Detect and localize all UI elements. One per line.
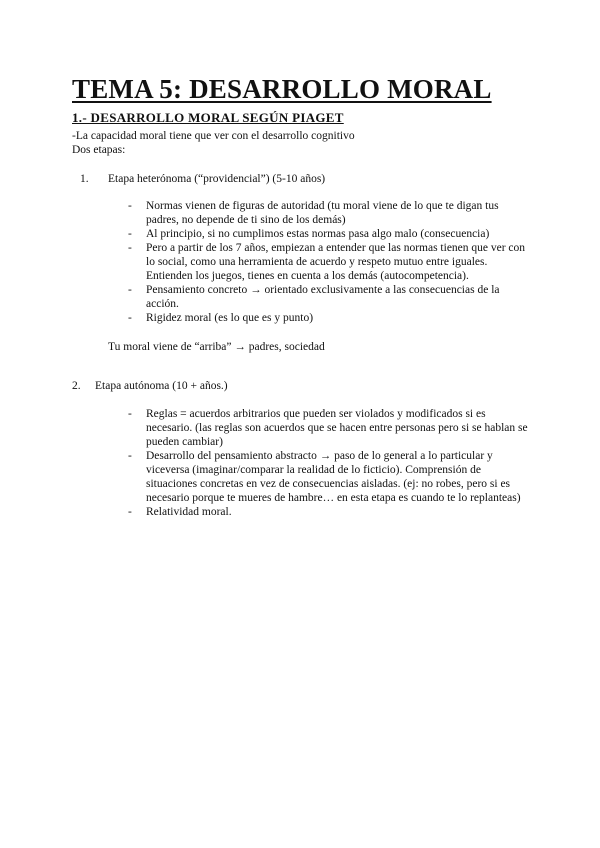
list-item: - Relatividad moral. — [128, 505, 528, 519]
stage2-title: Etapa autónoma (10 + años.) — [95, 380, 228, 392]
list-item: - Rigidez moral (es lo que es y punto) — [128, 311, 528, 325]
stage1-bullet-list — [128, 199, 528, 325]
section-heading: 1.- DESARROLLO MORAL SEGÚN PIAGET — [72, 110, 344, 125]
stage1-title: Etapa heterónoma (“providencial”) (5-10 años) — [108, 173, 326, 185]
list-item: - Desarrollo del pensamiento abstracto → paso de lo general a lo particular y viceversa (imaginar/comparar la realidad de lo ficticio). Comprensión de situaciones concretas en vez de consecuencias aisladas. (ej: no robes, pero si es necesario porque te mueres de hambre… en esta etapa es cuando te lo replanteas) — [128, 449, 528, 505]
list-item: - Pero a partir de los 7 años, empiezan a entender que las normas tienen que ver con lo social, como una herramienta de acuerdo y respeto mutuo entre iguales. Entienden los juegos, tienes en cuenta a los demás (autocompetencia). — [128, 241, 528, 283]
stage2-bullet-list — [128, 407, 528, 519]
list-item: - Pensamiento concreto → orientado exclusivamente a las consecuencias de la acción. — [128, 283, 528, 311]
stage1-note: Tu moral viene de “arriba” → padres, sociedad — [108, 341, 325, 353]
page-title: TEMA 5: DESARROLLO MORAL — [72, 74, 492, 104]
intro-text: -La capacidad moral tiene que ver con el desarrollo cognitivo — [72, 130, 355, 142]
list-item: - Normas vienen de figuras de autoridad (tu moral viene de lo que te digan tus padres, no depende de ti sino de los demás) — [128, 199, 528, 227]
list-item: - Al principio, si no cumplimos estas normas pasa algo malo (consecuencia) — [128, 227, 528, 241]
stages-intro-text: Dos etapas: — [72, 144, 126, 156]
stage2-number: 2. — [72, 380, 81, 392]
list-item: - Reglas = acuerdos arbitrarios que pueden ser violados y modificados si es necesario. (las reglas son acuerdos que se hacen entre personas pero si se hablan se pueden cambiar) — [128, 407, 528, 449]
stage1-number: 1. — [80, 173, 89, 185]
